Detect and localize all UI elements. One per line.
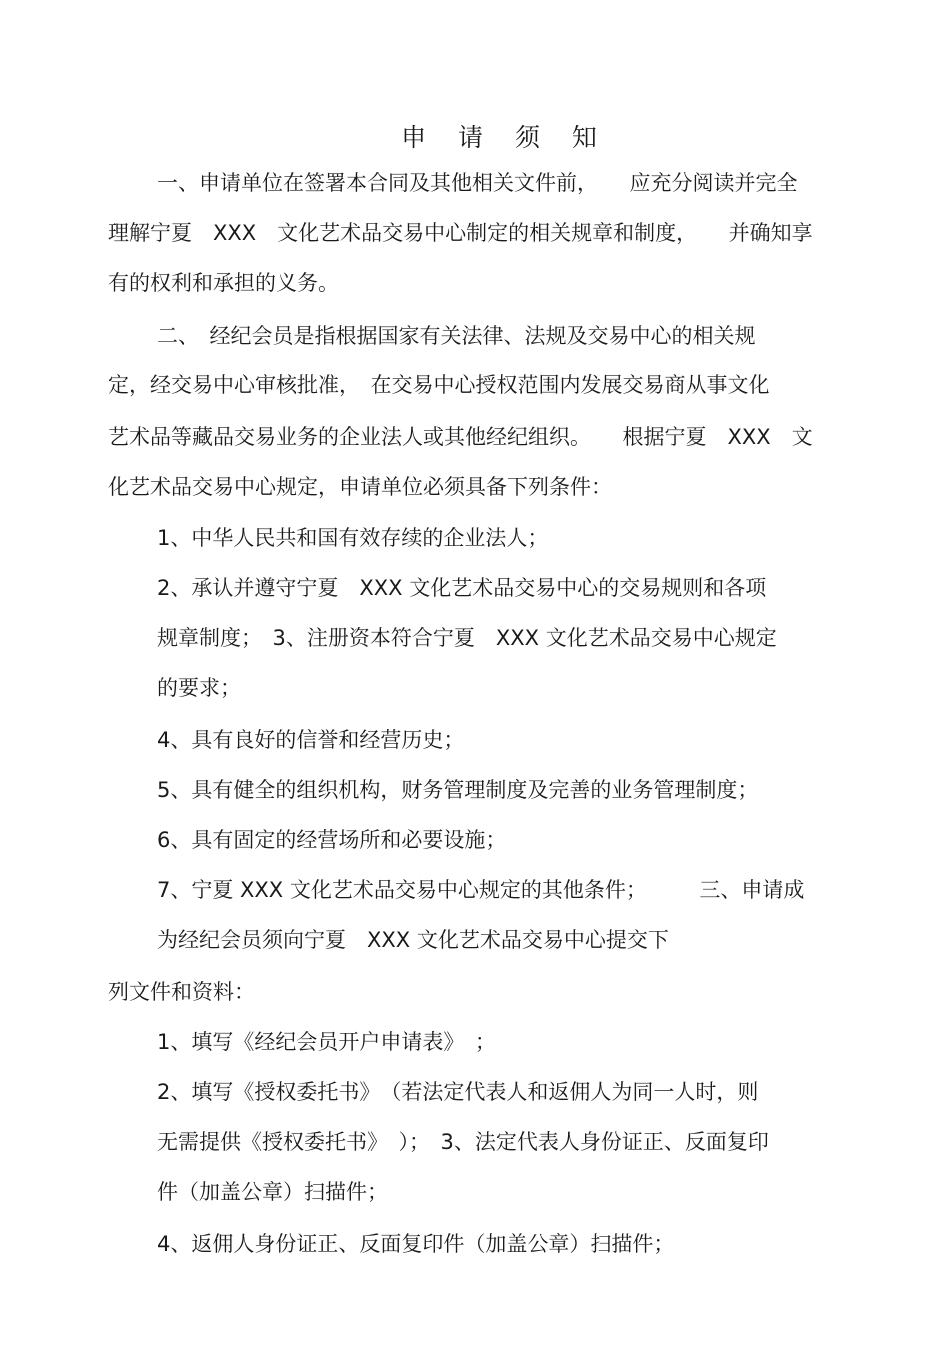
text-line: 为经纪会员须向宁夏 XXX 文化艺术品交易中心提交下 [157,928,669,952]
text-line: 化艺术品交易中心规定，申请单位必须具备下列条件： [108,475,612,499]
text-line: 一、申请单位在签署本合同及其他相关文件前， 应充分阅读并完全 [157,171,798,195]
list-item: 1、中华人民共和国有效存续的企业法人； [157,526,549,550]
text-line: 艺术品等藏品交易业务的企业法人或其他经纪组织。 根据宁夏 XXX 文 [108,425,813,449]
text-line: 理解宁夏 XXX 文化艺术品交易中心制定的相关规章和制度， 并确知享 [108,221,813,245]
document-title: 申 请 须 知 [401,123,609,152]
text-line: 定，经交易中心审核批准， 在交易中心授权范围内发展交易商从事文化 [108,373,770,397]
list-item: 4、返佣人身份证正、反面复印件（加盖公章）扫描件； [157,1232,675,1256]
list-item: 无需提供《授权委托书》 ）； 3、法定代表人身份证正、反面复印 [157,1130,769,1154]
text-line: 二、 经纪会员是指根据国家有关法律、法规及交易中心的相关规 [157,324,756,348]
list-item: 7、宁夏 XXX 文化艺术品交易中心规定的其他条件； 三、申请成 [157,878,805,902]
list-item: 5、具有健全的组织机构，财务管理制度及完善的业务管理制度； [157,778,759,802]
list-item: 4、具有良好的信誉和经营历史； [157,728,465,752]
text-line: 有的权利和承担的义务。 [108,271,339,295]
list-item: 2、填写《授权委托书》 （若法定代表人和返佣人为同一人时，则 [157,1080,759,1104]
list-item: 6、具有固定的经营场所和必要设施； [157,828,507,852]
list-item: 2、承认并遵守宁夏 XXX 文化艺术品交易中心的交易规则和各项 [157,576,767,600]
text-line: 列文件和资料： [108,980,255,1004]
list-item: 的要求； [157,676,241,700]
list-item: 1、填写《经纪会员开户申请表》 ； [157,1030,496,1054]
list-item: 件（加盖公章）扫描件； [157,1180,388,1204]
list-item: 规章制度； 3、注册资本符合宁夏 XXX 文化艺术品交易中心规定 [157,626,777,650]
